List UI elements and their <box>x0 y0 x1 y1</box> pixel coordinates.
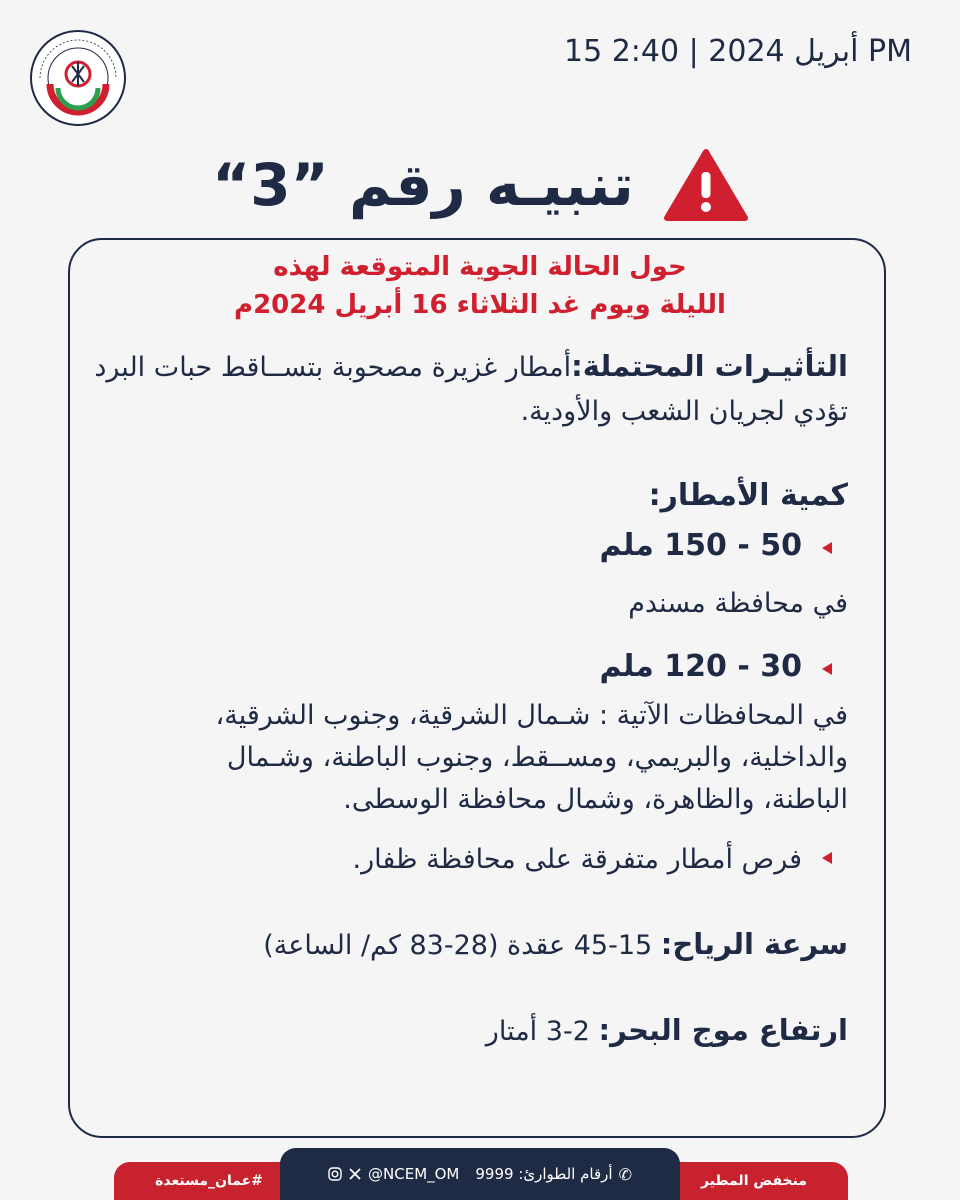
subtitle-line1: حول الحالة الجوية المتوقعة لهذه <box>273 252 687 282</box>
bullet-icon <box>822 852 832 864</box>
social-handle-text: @NCEM_OM <box>368 1165 460 1183</box>
depression-tab <box>660 1162 848 1200</box>
ncem-logo <box>28 28 128 128</box>
impacts-line1 <box>94 344 848 390</box>
alert-title-row <box>0 140 960 230</box>
rain-area-2-line3: الباطنة، والظاهرة، وشمال محافظة الوسطى. <box>343 784 848 815</box>
bullet-icon <box>822 542 832 554</box>
rain-area-1: في محافظة مسندم <box>628 588 848 619</box>
depression-text: منخفض المطير <box>700 1173 808 1189</box>
wind-label: سرعة الرياح: <box>660 927 848 961</box>
rain-area-2-line1: في المحافظات الآتية : شـمال الشرقية، وجنوب الشرقية، <box>215 700 848 731</box>
emergency-text: أرقام الطوارئ: 9999 <box>475 1165 613 1183</box>
impacts-text: أمطار غزيرة مصحوبة بتســاقط حبات البرد <box>94 352 572 383</box>
rain-heading: كمية الأمطار: <box>648 478 848 513</box>
emergency-number[interactable] <box>475 1165 632 1184</box>
waves-label: ارتفاع موج البحر: <box>598 1013 848 1047</box>
rain-amount-2: 30 - 120 ملم <box>599 649 802 684</box>
date-time: 15 أبريل 2024 | 2:40 PM <box>564 34 912 69</box>
rain-amount-1: 50 - 150 ملم <box>599 528 802 563</box>
x-icon <box>348 1167 362 1181</box>
rain-area-2-line2: والداخلية، والبريمي، ومســقط، وجنوب الباطنة، وشـمال <box>226 742 848 773</box>
hashtag-text: #عمان_مستعدة <box>155 1173 263 1189</box>
instagram-icon <box>328 1167 342 1181</box>
impacts-line2: تؤدي لجريان الشعب والأودية. <box>520 396 848 427</box>
waves-row <box>486 1008 848 1054</box>
phone-icon: ✆ <box>618 1164 632 1184</box>
dhofar-note: فرص أمطار متفرقة على محافظة ظفار. <box>352 844 802 875</box>
impacts-label: التأثيـرات المحتملة: <box>571 349 848 383</box>
subtitle-line2: الليلة ويوم غد الثلاثاء 16 أبريل 2024م <box>234 290 726 320</box>
waves-value: 2-3 أمتار <box>485 1016 590 1047</box>
footer <box>0 1148 960 1200</box>
wind-row <box>263 922 848 968</box>
social-handle[interactable] <box>328 1165 459 1183</box>
bullet-icon <box>822 663 832 675</box>
hashtag-tab <box>114 1162 304 1200</box>
alert-title: تنبيـه رقم ”3“ <box>212 151 634 219</box>
wind-value: 15-45 عقدة (28-83 كم/ الساعة) <box>263 930 653 961</box>
warning-icon <box>664 148 748 222</box>
contact-bar <box>280 1148 680 1200</box>
